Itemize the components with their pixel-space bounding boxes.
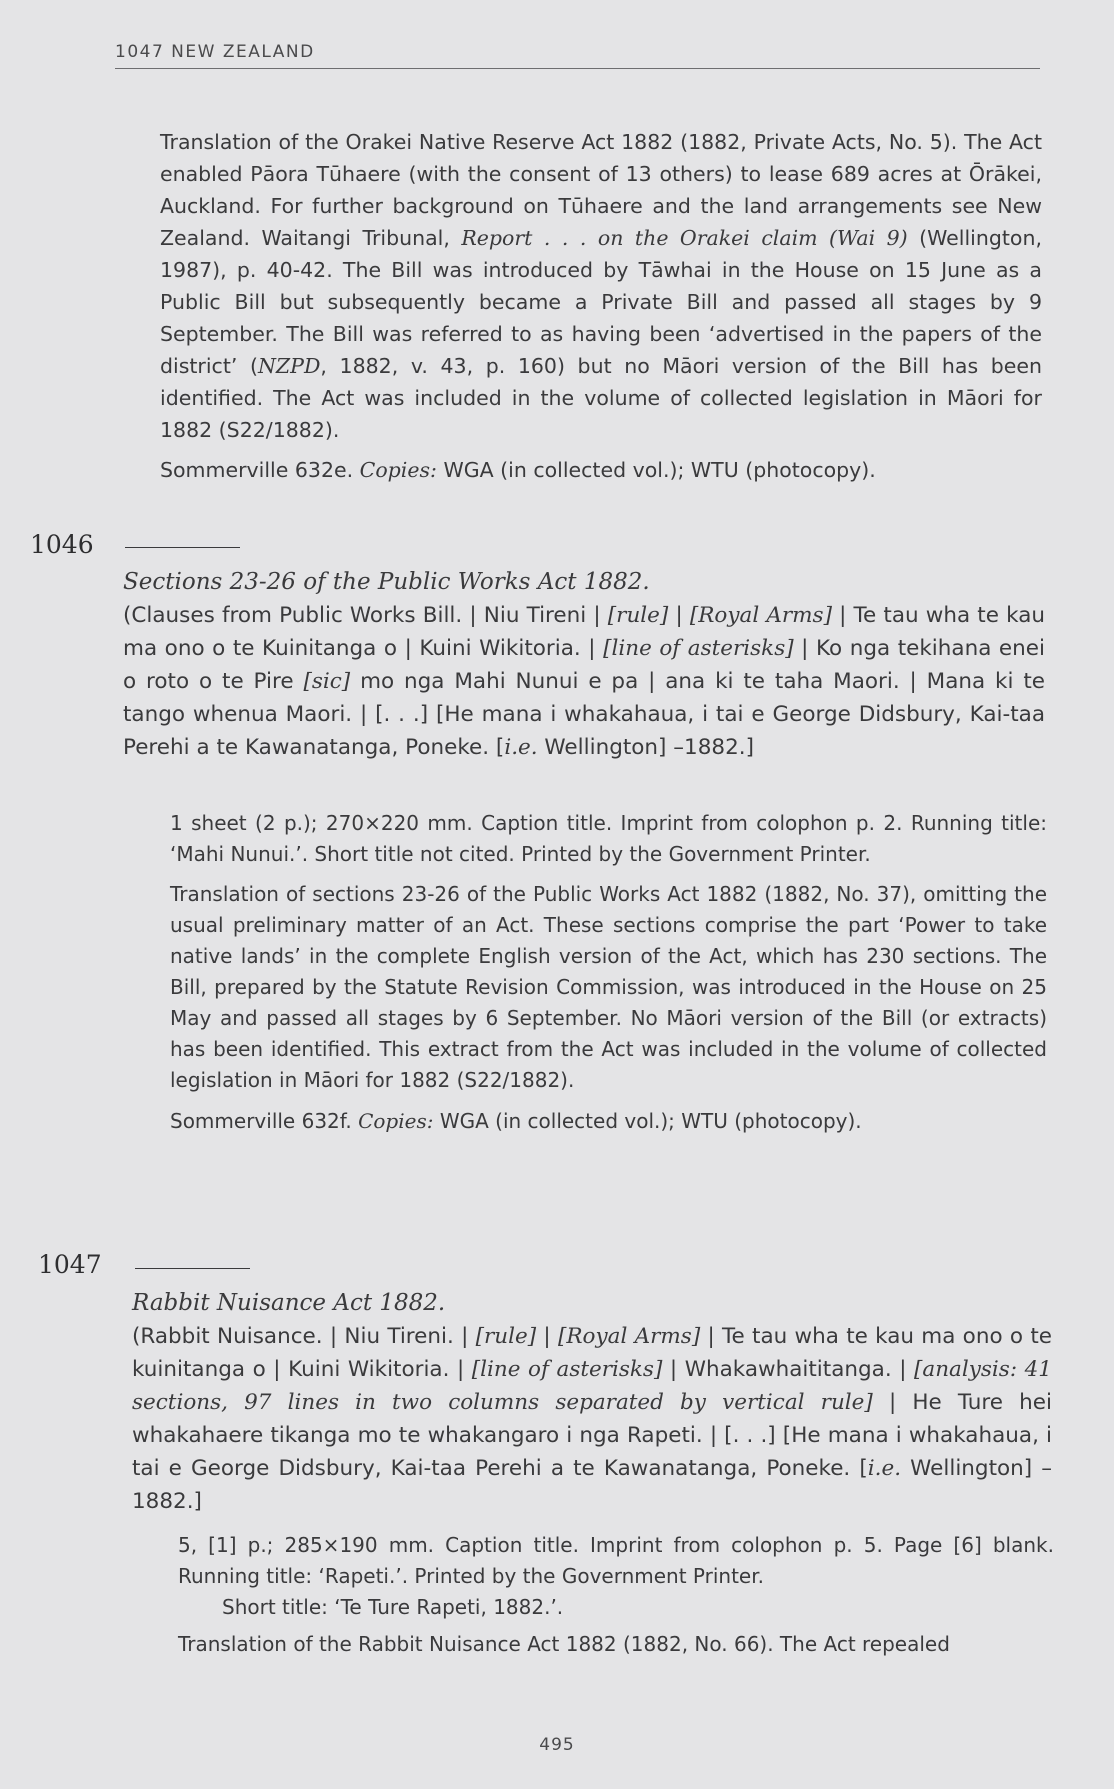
entry-desc-1046: (Clauses from Public Works Bill. | Niu Tireni | [rule] | [Royal Arms] | Te tau wha te kau ma ono o te Kuinitanga o | Kuini Wikitoria. | [line of asterisks] | Ko nga tekihana enei o roto o te Pire [sic] mo nga Mahi Nunui e pa | ana ki te taha Maori. | Mana ki te tango whenua Maori. | [. . .] [He mana i whakahaua, i tai e George Didsbury, Kai-taa Perehi a te Kawanatanga, Poneke. [i.e. Wellington] –1882.] [123, 603, 1045, 760]
entry-title-1047: Rabbit Nuisance Act 1882. [132, 1290, 446, 1316]
running-head: 1047 NEW ZEALAND [115, 42, 1040, 69]
entry-rule-1046 [125, 547, 240, 548]
page-number: 495 [539, 1735, 575, 1755]
entry-desc-1047: (Rabbit Nuisance. | Niu Tireni. | [rule] | [Royal Arms] | Te tau wha te kau ma ono o te kuinitanga o | Kuini Wikitoria. | [line of asterisks] | Whakawhaititanga. | [analysis: 41 sections, 97 lines in two columns separated by vertical rule] | He Ture hei whakahaere tikanga mo te whakangaro i nga Rapeti. | [. . .] [He mana i whakahaua, i tai e George Didsbury, Kai-taa Perehi a te Kawanatanga, Poneke. [i.e. Wellington] –1882.] [132, 1324, 1053, 1514]
entry-number-1046: 1046 [30, 530, 94, 559]
entry-1046 [123, 565, 1045, 764]
intro-copies: Sommerville 632e. Copies: WGA (in collected vol.); WTU (photocopy). [160, 458, 876, 482]
intro-paragraph: Translation of the Orakei Native Reserve Act 1882 (1882, Private Acts, No. 5). The Act enabled Pāora Tūhaere (with the consent of 13 others) to lease 689 acres at Ōrākei, Auckland. For further background on Tūhaere and the land arrangements see New Zealand. Waitangi Tribunal, Report . . . on the Orakei claim (Wai 9) (Wellington, 1987), p. 40-42. The Bill was introduced by Tāwhai in the House on 15 June as a Public Bill but subsequently became a Private Bill and passed all stages by 9 September. The Bill was referred to as having been ‘advertised in the papers of the district’ (NZPD, 1882, v. 43, p. 160) but no Māori version of the Bill has been identified. The Act was included in the volume of collected legislation in Māori for 1882 (S22/1882). [160, 130, 1043, 442]
entry-number-1047: 1047 [38, 1250, 102, 1279]
entry-title-1046: Sections 23-26 of the Public Works Act 1882. [123, 569, 650, 595]
entry-1046-notes [170, 808, 1047, 1137]
entry-note-1047: Translation of the Rabbit Nuisance Act 1882 (1882, No. 66). The Act repealed [178, 1632, 950, 1656]
entry-1045-continuation [160, 126, 1042, 486]
entry-rule-1047 [135, 1268, 250, 1269]
entry-physical-1047: 5, [1] p.; 285×190 mm. Caption title. Imprint from colophon p. 5. Page [6] blank. Running title: ‘Rapeti.’. Printed by the Government Printer. [178, 1533, 1054, 1588]
entry-1047-notes [178, 1530, 1054, 1660]
entry-note-1046: Translation of sections 23-26 of the Public Works Act 1882 (1882, No. 37), omitting the usual preliminary matter of an Act. These sections comprise the part ‘Power to take native lands’ in the complete English version of the Act, which has 230 sections. The Bill, prepared by the Statute Revision Commission, was introduced in the House on 25 May and passed all stages by 6 September. No Māori version of the Bill (or extracts) has been identified. This extract from the Act was included in the volume of collected legislation in Māori for 1882 (S22/1882). [170, 882, 1047, 1092]
entry-short-title-1047: Short title: ‘Te Ture Rapeti, 1882.’. [222, 1595, 564, 1619]
entry-copies-1046: Sommerville 632f. Copies: WGA (in collected vol.); WTU (photocopy). [170, 1109, 862, 1133]
entry-1047 [132, 1286, 1052, 1518]
entry-physical-1046: 1 sheet (2 p.); 270×220 mm. Caption title. Imprint from colophon p. 2. Running title: ‘Mahi Nunui.’. Short title not cited. Printed by the Government Printer. [170, 811, 1047, 866]
